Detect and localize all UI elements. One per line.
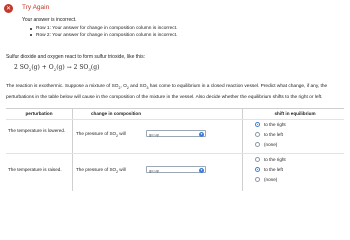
alert-item: Row 2: Your answer for change in composition column is incorrect.	[36, 32, 178, 38]
chevron-down-icon: ▾	[200, 131, 203, 136]
change-label	[76, 167, 126, 174]
feedback-alert	[0, 0, 350, 52]
reactant-2: O	[48, 64, 54, 71]
question-text-part: and SO	[128, 84, 147, 89]
header-perturbation: perturbation	[25, 111, 53, 116]
reaction-arrow: →	[66, 64, 72, 71]
question-text	[6, 82, 350, 102]
reactant-2-state: (g)	[56, 64, 65, 71]
perturbation-table	[6, 108, 344, 191]
radio-left[interactable]	[255, 167, 260, 172]
change-subscript: 2	[116, 133, 118, 138]
radio-label: (none)	[264, 177, 278, 182]
question-text-part: , O	[120, 84, 127, 89]
select-value: go up	[149, 132, 160, 137]
product-subscript: 3	[88, 67, 91, 73]
radio-label: to the right	[264, 157, 286, 162]
reactant-2-subscript: 2	[53, 67, 57, 73]
composition-select[interactable]	[146, 130, 206, 137]
perturbation-cell: The temperature is raised.	[8, 167, 62, 172]
radio-label: to the left	[264, 132, 283, 137]
product-state: (g)	[90, 64, 100, 71]
reactant-1-state: (g)	[31, 64, 40, 71]
radio-right[interactable]	[255, 157, 260, 162]
header-change: change in composition	[90, 111, 142, 116]
change-label	[76, 131, 126, 138]
question-text-part: The reaction is exothermic. Suppose a mixture of SO	[6, 84, 119, 89]
radio-label: to the right	[264, 122, 286, 127]
perturbation-cell: The temperature is lowered.	[8, 128, 66, 133]
change-text: The pressure of SO	[76, 131, 117, 136]
question-text-part: has come to equilibrium in a closed reaction vessel. Predict what change, if any, the	[148, 84, 328, 89]
change-text: The pressure of SO	[76, 167, 117, 172]
change-text: will	[117, 167, 126, 172]
question-line-1	[6, 82, 350, 93]
alert-item: Row 1: Your answer for change in composition column is incorrect.	[36, 26, 178, 31]
radio-right[interactable]	[255, 122, 260, 127]
problem-intro: Sulfur dioxide and oxygen react to form sulfur trioxide, like this:	[6, 54, 145, 60]
radio-label: (none)	[264, 142, 278, 147]
chemical-equation	[14, 64, 99, 72]
column-divider	[242, 109, 243, 191]
change-text: will	[117, 131, 126, 136]
column-divider	[72, 109, 73, 191]
question-subscript: 3	[146, 85, 149, 90]
reactant-1: 2 SO	[14, 64, 29, 71]
row-divider	[6, 119, 344, 120]
plus-sign: +	[41, 64, 47, 71]
change-subscript: 2	[116, 169, 118, 174]
alert-message: Your answer is incorrect.	[22, 17, 77, 23]
close-icon: ✕	[5, 5, 12, 12]
composition-select[interactable]	[146, 166, 206, 173]
product: 2 SO	[73, 64, 89, 71]
reactant-1-subscript: 2	[28, 67, 32, 73]
question-subscript: 2	[118, 85, 121, 90]
radio-label: to the left	[264, 167, 283, 172]
alert-title: Try Again	[22, 4, 50, 11]
question-line-2: perturbations in the table below will cause in the composition of the mixture in the vessel. Also decide whether the equilibrium shifts to the right or left.	[6, 94, 323, 100]
radio-none[interactable]	[255, 142, 260, 147]
header-shift: shift in equilibrium	[274, 111, 316, 116]
select-value: go up	[149, 168, 160, 173]
row-divider	[6, 153, 344, 154]
chevron-down-icon: ▾	[200, 167, 203, 172]
alert-list	[36, 26, 177, 39]
radio-none[interactable]	[255, 177, 260, 182]
radio-left[interactable]	[255, 132, 260, 137]
question-subscript: 2	[126, 85, 129, 90]
